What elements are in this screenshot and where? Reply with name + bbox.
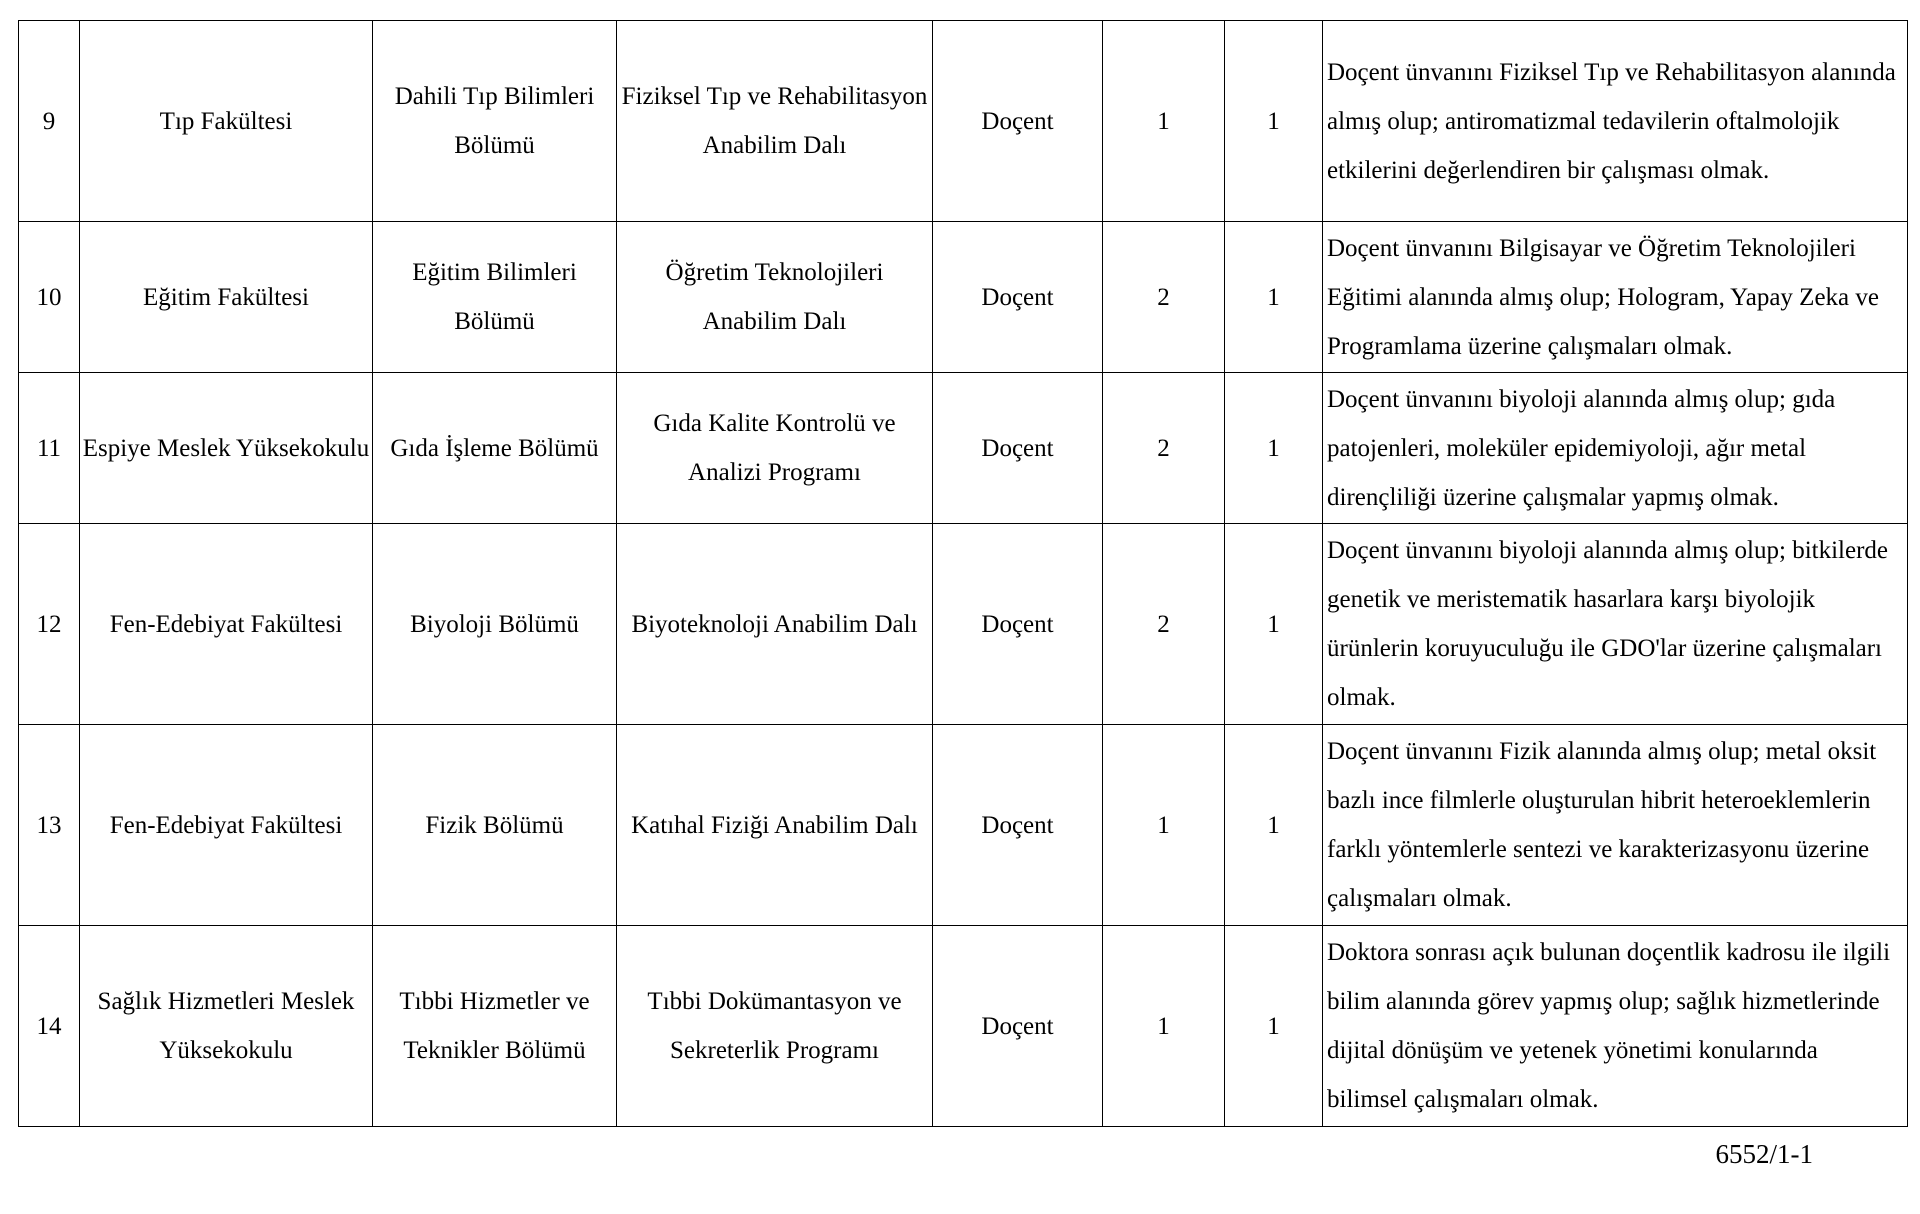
- faculty-cell: Fen-Edebiyat Fakültesi: [80, 725, 373, 926]
- department-cell: Dahili Tıp Bilimleri Bölümü: [373, 21, 617, 222]
- table-row: [19, 725, 1908, 926]
- program-cell: Tıbbi Dokümantasyon ve Sekreterlik Programı: [617, 926, 933, 1127]
- title-cell: Doçent: [933, 524, 1103, 725]
- document-code: 6552/1-1: [1715, 1139, 1813, 1169]
- table-row: [19, 524, 1908, 725]
- description-cell: Doktora sonrası açık bulunan doçentlik kadrosu ile ilgili bilim alanında görev yapmış olup; sağlık hizmetlerinde dijital dönüşüm ve yetenek yönetimi konularında bilimsel çalışmaları olmak.: [1323, 926, 1908, 1127]
- degree-cell: 2: [1103, 222, 1225, 373]
- table-row: [19, 373, 1908, 524]
- title-cell: Doçent: [933, 373, 1103, 524]
- count-cell: 1: [1225, 21, 1323, 222]
- faculty-cell: Espiye Meslek Yüksekokulu: [80, 373, 373, 524]
- title-cell: Doçent: [933, 926, 1103, 1127]
- row-number: 11: [19, 373, 80, 524]
- description-cell: Doçent ünvanını Fiziksel Tıp ve Rehabilitasyon alanında almış olup; antiromatizmal tedavilerin oftalmolojik etkilerini değerlendiren bir çalışması olmak.: [1323, 21, 1908, 222]
- positions-table: [18, 20, 1908, 1127]
- count-cell: 1: [1225, 222, 1323, 373]
- count-cell: 1: [1225, 524, 1323, 725]
- row-number: 14: [19, 926, 80, 1127]
- table-row: [19, 926, 1908, 1127]
- faculty-cell: Sağlık Hizmetleri Meslek Yüksekokulu: [80, 926, 373, 1127]
- program-cell: Katıhal Fiziği Anabilim Dalı: [617, 725, 933, 926]
- count-cell: 1: [1225, 926, 1323, 1127]
- program-cell: Biyoteknoloji Anabilim Dalı: [617, 524, 933, 725]
- table-row: [19, 222, 1908, 373]
- faculty-cell: Fen-Edebiyat Fakültesi: [80, 524, 373, 725]
- department-cell: Biyoloji Bölümü: [373, 524, 617, 725]
- count-cell: 1: [1225, 373, 1323, 524]
- description-cell: Doçent ünvanını biyoloji alanında almış olup; bitkilerde genetik ve meristematik hasarlara karşı biyolojik ürünlerin koruyuculuğu ile GDO'lar üzerine çalışmaları olmak.: [1323, 524, 1908, 725]
- table-row: [19, 21, 1908, 222]
- department-cell: Eğitim Bilimleri Bölümü: [373, 222, 617, 373]
- row-number: 9: [19, 21, 80, 222]
- faculty-cell: Tıp Fakültesi: [80, 21, 373, 222]
- degree-cell: 2: [1103, 373, 1225, 524]
- program-cell: Fiziksel Tıp ve Rehabilitasyon Anabilim Dalı: [617, 21, 933, 222]
- count-cell: 1: [1225, 725, 1323, 926]
- degree-cell: 1: [1103, 926, 1225, 1127]
- title-cell: Doçent: [933, 21, 1103, 222]
- description-cell: Doçent ünvanını biyoloji alanında almış olup; gıda patojenleri, moleküler epidemiyoloji, ağır metal dirençliliği üzerine çalışmalar yapmış olmak.: [1323, 373, 1908, 524]
- department-cell: Gıda İşleme Bölümü: [373, 373, 617, 524]
- degree-cell: 1: [1103, 725, 1225, 926]
- description-cell: Doçent ünvanını Bilgisayar ve Öğretim Teknolojileri Eğitimi alanında almış olup; Hologram, Yapay Zeka ve Programlama üzerine çalışmaları olmak.: [1323, 222, 1908, 373]
- program-cell: Gıda Kalite Kontrolü ve Analizi Programı: [617, 373, 933, 524]
- row-number: 12: [19, 524, 80, 725]
- degree-cell: 2: [1103, 524, 1225, 725]
- row-number: 10: [19, 222, 80, 373]
- department-cell: Fizik Bölümü: [373, 725, 617, 926]
- description-cell: Doçent ünvanını Fizik alanında almış olup; metal oksit bazlı ince filmlerle oluşturulan hibrit heteroeklemlerin farklı yöntemlerle sentezi ve karakterizasyonu üzerine çalışmaları olmak.: [1323, 725, 1908, 926]
- title-cell: Doçent: [933, 222, 1103, 373]
- degree-cell: 1: [1103, 21, 1225, 222]
- title-cell: Doçent: [933, 725, 1103, 926]
- row-number: 13: [19, 725, 80, 926]
- department-cell: Tıbbi Hizmetler ve Teknikler Bölümü: [373, 926, 617, 1127]
- faculty-cell: Eğitim Fakültesi: [80, 222, 373, 373]
- program-cell: Öğretim Teknolojileri Anabilim Dalı: [617, 222, 933, 373]
